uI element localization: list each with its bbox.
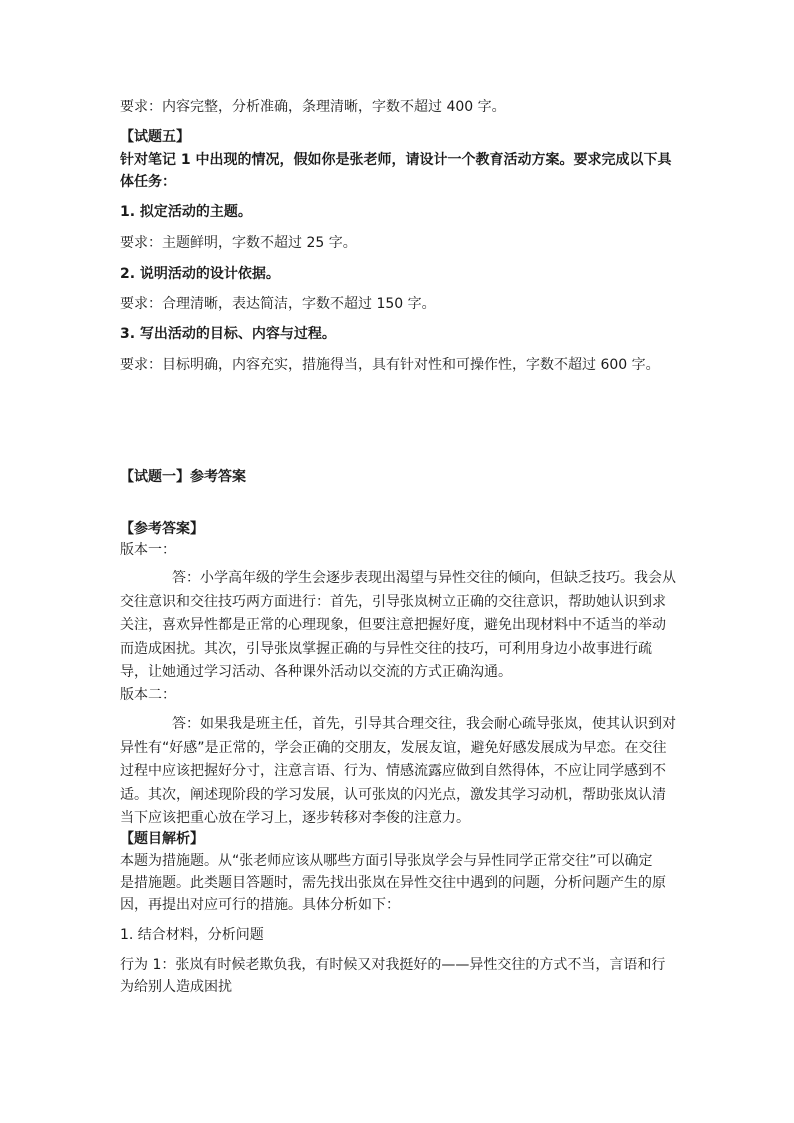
version-1-label: 版本一： xyxy=(120,542,176,558)
analysis-heading: 【题目解析】 xyxy=(120,831,204,847)
q5-requirement-3: 要求：目标明确，内容充实，措施得当，具有针对性和可操作性，字数不超过 600 字。 xyxy=(120,357,660,373)
analysis-line-2: 是措施题。此类题目答题时，需先找出张岚在异性交往中遇到的问题，分析问题产生的原 xyxy=(120,875,666,891)
behavior-line-2: 为给别人造成困扰 xyxy=(120,979,232,995)
q5-intro-line2: 体任务： xyxy=(120,174,176,190)
q5-task-3: 3. 写出活动的目标、内容与过程。 xyxy=(120,326,336,342)
version-2-text: 答：如果我是班主任，首先，引导其合理交往，我会耐心疏导张岚，使其认识到对异性有“好感”是正常的，学会正确的交朋友，发展友谊，避免好感发展成为早恋。在交往过程中应该把握好分寸，注意言语、行为、情感流露应做到自然得体，不应让同学感到不适。其次，阐述现阶段的学习发展，认可张岚的闪光点，激发其学习动机，帮助张岚认清当下应该把重心放在学习上，逐步转移对李俊的注意力。 xyxy=(120,716,676,826)
version-1-paragraph xyxy=(120,567,676,685)
answer-title: 【试题一】参考答案 xyxy=(120,469,246,485)
version-1-text: 答：小学高年级的学生会逐步表现出渴望与异性交往的倾向，但缺乏技巧。我会从交往意识和交往技巧两方面进行：首先，引导张岚树立正确的交往意识，帮助她认识到求关注，喜欢异性都是正常的心理现象，但要注意把握好度，避免出现材料中不适当的举动而造成困扰。其次，引导张岚掌握正确的与异性交往的技巧，可利用身边小故事进行疏导，让她通过学习活动、各种课外活动以交流的方式正确沟通。 xyxy=(120,570,676,680)
behavior-line-1: 行为 1：张岚有时候老欺负我，有时候又对我挺好的——异性交往的方式不当，言语和行 xyxy=(120,957,666,973)
analysis-line-1: 本题为措施题。从“张老师应该从哪些方面引导张岚学会与异性同学正常交往”可以确定 xyxy=(120,853,653,869)
q5-task-1: 1. 拟定活动的主题。 xyxy=(120,204,252,220)
version-2-paragraph xyxy=(120,713,676,831)
q5-requirement-2: 要求：合理清晰，表达简洁，字数不超过 150 字。 xyxy=(120,296,436,312)
q5-task-2: 2. 说明活动的设计依据。 xyxy=(120,266,280,282)
q5-intro-line1: 针对笔记 1 中出现的情况，假如你是张老师，请设计一个教育活动方案。要求完成以下具 xyxy=(120,152,672,168)
reference-answer-heading: 【参考答案】 xyxy=(120,521,204,537)
q5-requirement-1: 要求：主题鲜明，字数不超过 25 字。 xyxy=(120,235,357,251)
analysis-subheading-1: 1. 结合材料，分析问题 xyxy=(120,927,264,943)
version-2-label: 版本二： xyxy=(120,687,176,703)
q5-heading: 【试题五】 xyxy=(120,129,190,145)
requirement-text: 要求：内容完整，分析准确，条理清晰，字数不超过 400 字。 xyxy=(120,99,506,115)
analysis-line-3: 因，再提出对应可行的措施。具体分析如下： xyxy=(120,897,400,913)
